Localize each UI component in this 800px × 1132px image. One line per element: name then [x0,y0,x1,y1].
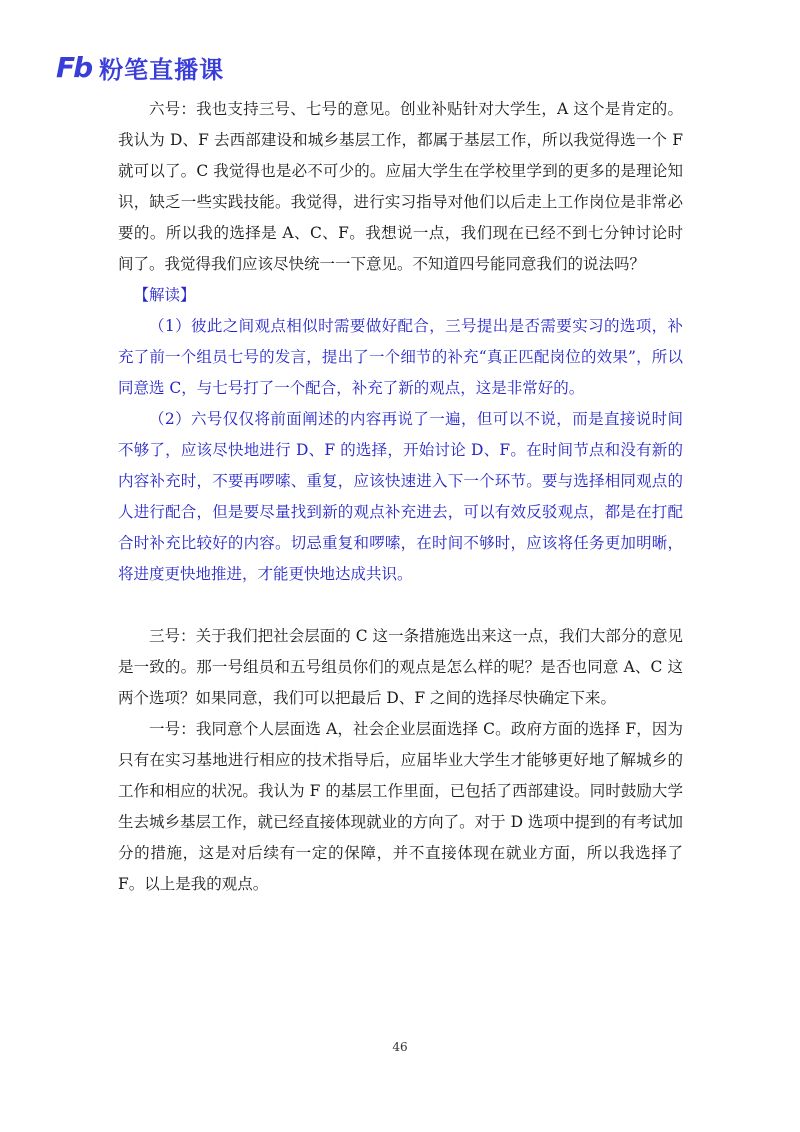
fenbi-logo-icon: Fb [56,51,92,84]
paragraph-speaker-one: 一号：我同意个人层面选 A，社会企业层面选择 C。政府方面的选择 F，因为只有在实习基地进行相应的技术指导后，应届毕业大学生才能够更好地了解城乡的工作和相应的状况。我认为 F 的基层工作里面，已包括了西部建设。同时鼓励大学生去城乡基层工作，就已经直接体现就业的方向了。对于 D 选项中提到的有考试加分的措施，这是对后续有一定的保障，并不直接体现在就业方面，所以我选择了 F。以上是我的观点。 [118,720,683,893]
brand-logo [56,50,224,85]
paragraph-speaker-six: 六号：我也支持三号、七号的意见。创业补贴针对大学生，A 这个是肯定的。我认为 D、F 去西部建设和城乡基层工作，都属于基层工作，所以我觉得选一个 F 就可以了。C 我觉得也是必不可少的。应届大学生在学校里学到的更多的是理论知识，缺乏一些实践技能。我觉得，进行实习指导对他们以后走上工作岗位是非常必要的。所以我的选择是 A、C、F。我想说一点，我们现在已经不到七分钟讨论时间了。我觉得我们应该尽快统一一下意见。不知道四号能同意我们的说法吗？ [118,100,683,273]
paragraph-speaker-three: 三号：关于我们把社会层面的 C 这一条措施选出来这一点，我们大部分的意见是一致的。那一号组员和五号组员你们的观点是怎么样的呢？是否也同意 A、C 这两个选项？如果同意，我们可以把最后 D、F 之间的选择尽快确定下来。 [118,627,683,707]
analysis-heading: 【解读】 [133,286,196,304]
paragraph-gap [118,590,683,621]
analysis-item-2: （2）六号仅仅将前面阐述的内容再说了一遍，但可以不说，而是直接说时间不够了，应该尽快地进行 D、F 的选择，开始讨论 D、F。在时间节点和没有新的内容补充时，不要再啰嗦、重复，应该快速进入下一个环节。要与选择相同观点的人进行配合，但是要尽量找到新的观点补充进去，可以有效反驳观点，都是在打配合时补充比较好的内容。切忌重复和啰嗦，在时间不够时，应该将任务更加明晰，将进度更快地推进，才能更快地达成共识。 [118,410,683,583]
page-number: 46 [392,1040,408,1054]
brand-name: 粉笔直播课 [99,56,225,84]
analysis-item-1: （1）彼此之间观点相似时需要做好配合，三号提出是否需要实习的选项，补充了前一个组员七号的发言，提出了一个细节的补充“真正匹配岗位的效果”，所以同意选 C，与七号打了一个配合，补充了新的观点，这是非常好的。 [118,317,683,397]
document-body [118,94,683,900]
